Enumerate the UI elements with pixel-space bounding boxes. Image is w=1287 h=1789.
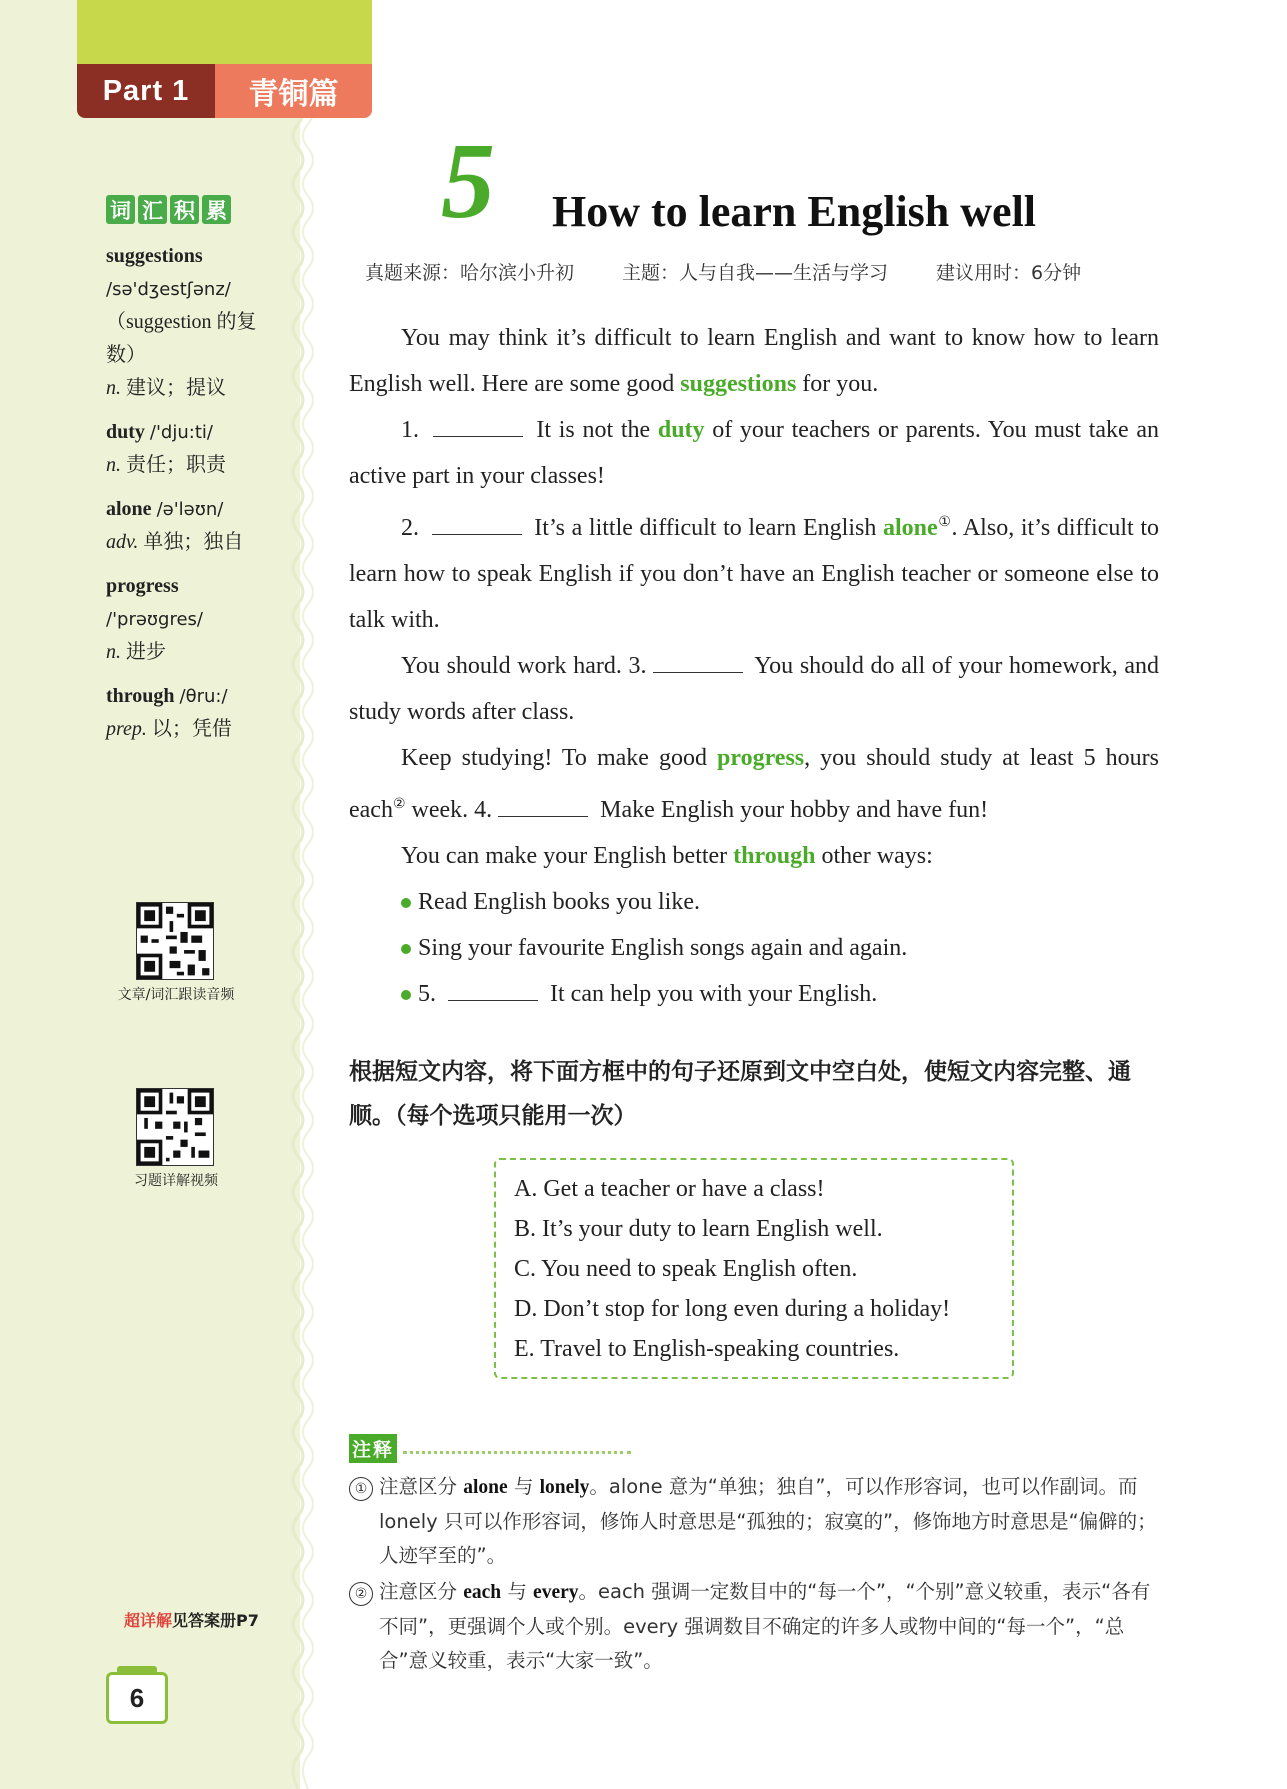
page-number: 6 [106, 1672, 168, 1724]
lesson-meta [365, 258, 1129, 285]
vocab-entry [106, 240, 286, 405]
header-green-bar [77, 0, 372, 64]
vocab-word: through [106, 685, 175, 707]
qr-code-audio-icon[interactable] [136, 902, 214, 980]
blank-5[interactable] [448, 980, 538, 1001]
blank-4[interactable] [498, 796, 588, 817]
paragraph: You should work hard. 3. You should do all of your homework, and study words after class. [349, 653, 1159, 725]
option-d[interactable]: D. Don’t stop for long even during a holiday! [514, 1296, 951, 1322]
exercise-instruction: 根据短文内容，将下面方框中的句子还原到文中空白处，使短文内容完整、通顺。（每个选项只能用一次） [349, 1059, 1131, 1129]
qr-video-caption: 习题详解视频 [134, 1173, 218, 1189]
blank-3[interactable] [653, 652, 743, 673]
option-c[interactable]: C. You need to speak English often. [514, 1256, 858, 1282]
keyword: duty [657, 417, 705, 443]
notes [349, 1470, 1159, 1680]
bullet-item: Read English books you like. [349, 879, 1159, 925]
level-label: 青铜篇 [215, 64, 372, 118]
lesson-title: How to learn English well [552, 187, 1037, 236]
meta-time: 建议用时：6分钟 [936, 262, 1082, 284]
vocab-pos: n. [106, 641, 121, 663]
blank-2[interactable] [432, 514, 522, 535]
option-a[interactable]: A. Get a teacher or have a class! [514, 1176, 825, 1202]
vocab-list [106, 240, 286, 757]
meta-theme: 主题：人与自我——生活与学习 [622, 262, 889, 284]
vocab-word: suggestions [106, 245, 203, 267]
notes-header [349, 1434, 631, 1463]
paragraph: 1. It is not the duty of your teachers or parents. You must take an active part in your classes! [349, 417, 1160, 489]
vocab-entry [106, 680, 286, 746]
vocab-meaning: 建议；提议 [126, 377, 226, 399]
vocab-meaning: 进步 [126, 641, 166, 663]
qr-audio-caption: 文章/词汇跟读音频 [117, 987, 235, 1003]
part-label: Part 1 [77, 64, 215, 118]
vocab-phonetic: /ə'ləʊn/ [156, 499, 224, 520]
vocab-phonetic: /'prəʊgres/ [106, 609, 203, 630]
lesson-number: 5 [441, 122, 495, 241]
vocab-word: duty [106, 421, 145, 443]
paragraph: You may think it’s difficult to learn English and want to know how to learn English well. Here are some good suggestions for you. [349, 325, 1159, 397]
note-1: ① 注意区分 alone 与 lonely。alone 意为“单独；独自”，可以作形容词，也可以作副词。而 lonely 只可以作形容词，修饰人时意思是“孤独的；寂寞的”，修饰地方时意思是“偏僻的；人迹罕至的”。 [349, 1470, 1159, 1573]
note-number: ① [349, 1477, 373, 1501]
vocab-pos: prep. [106, 718, 147, 740]
meta-source: 真题来源：哈尔滨小升初 [365, 262, 575, 284]
passage [349, 315, 1159, 1017]
paragraph: 2. It’s a little difficult to learn English alone①. Also, it’s difficult to learn how to speak English if you don’t have an English teacher or someone else to talk with. [349, 514, 1160, 633]
keyword: suggestions [680, 371, 797, 397]
wavy-border [288, 100, 322, 1789]
vocab-phonetic: /'dju:ti/ [149, 422, 213, 443]
bullet-item: Sing your favourite English songs again and again. [349, 925, 1159, 971]
answer-reference: 超详解见答案册P7 [124, 1611, 259, 1630]
option-e[interactable]: E. Travel to English-speaking countries. [514, 1336, 900, 1362]
vocab-entry [106, 416, 286, 482]
vocab-note: （suggestion 的复数） [106, 311, 257, 366]
qr-code-video-icon[interactable] [136, 1088, 214, 1166]
vocab-meaning: 责任；职责 [126, 454, 226, 476]
vocab-pos: n. [106, 454, 121, 476]
vocab-section-title: 词 汇 积 累 [106, 195, 231, 224]
footnote-ref: ② [392, 796, 406, 812]
vocab-entry [106, 570, 286, 669]
vocab-meaning: 以；凭借 [151, 718, 232, 740]
keyword: through [733, 843, 816, 869]
vocab-pos: n. [106, 377, 121, 399]
vocab-word: alone [106, 498, 152, 520]
options-box [494, 1158, 1014, 1379]
keyword: progress [717, 745, 805, 771]
blank-1[interactable] [433, 416, 523, 437]
note-2: ② 注意区分 each 与 every。each 强调一定数目中的“每一个”，“个别”意义较重，表示“各有不同”，更强调个人或个别。every 强调数目不确定的许多人或物中间的“每一个”，“总合”意义较重，表示“大家一致”。 [349, 1575, 1159, 1678]
vocab-pos: adv. [106, 531, 139, 553]
vocab-phonetic: /θru:/ [179, 686, 228, 707]
paragraph: Keep studying! To make good progress, you should study at least 5 hours each② week. 4. Make English your hobby and have fun! [349, 745, 1160, 823]
notes-title: 注释 [349, 1434, 397, 1463]
bullet-item: 5. It can help you with your English. [349, 971, 1159, 1017]
keyword: alone [883, 515, 938, 541]
vocab-meaning: 单独；独自 [143, 531, 244, 553]
vocab-entry [106, 493, 286, 559]
option-b[interactable]: B. It’s your duty to learn English well. [514, 1216, 883, 1242]
footnote-ref: ① [937, 514, 952, 530]
note-number: ② [349, 1582, 373, 1606]
vocab-phonetic: /sə'dʒestʃənz/ [106, 279, 231, 300]
notes-divider [403, 1443, 631, 1454]
paragraph: You can make your English better through other ways: [401, 843, 933, 869]
vocab-word: progress [106, 575, 179, 597]
